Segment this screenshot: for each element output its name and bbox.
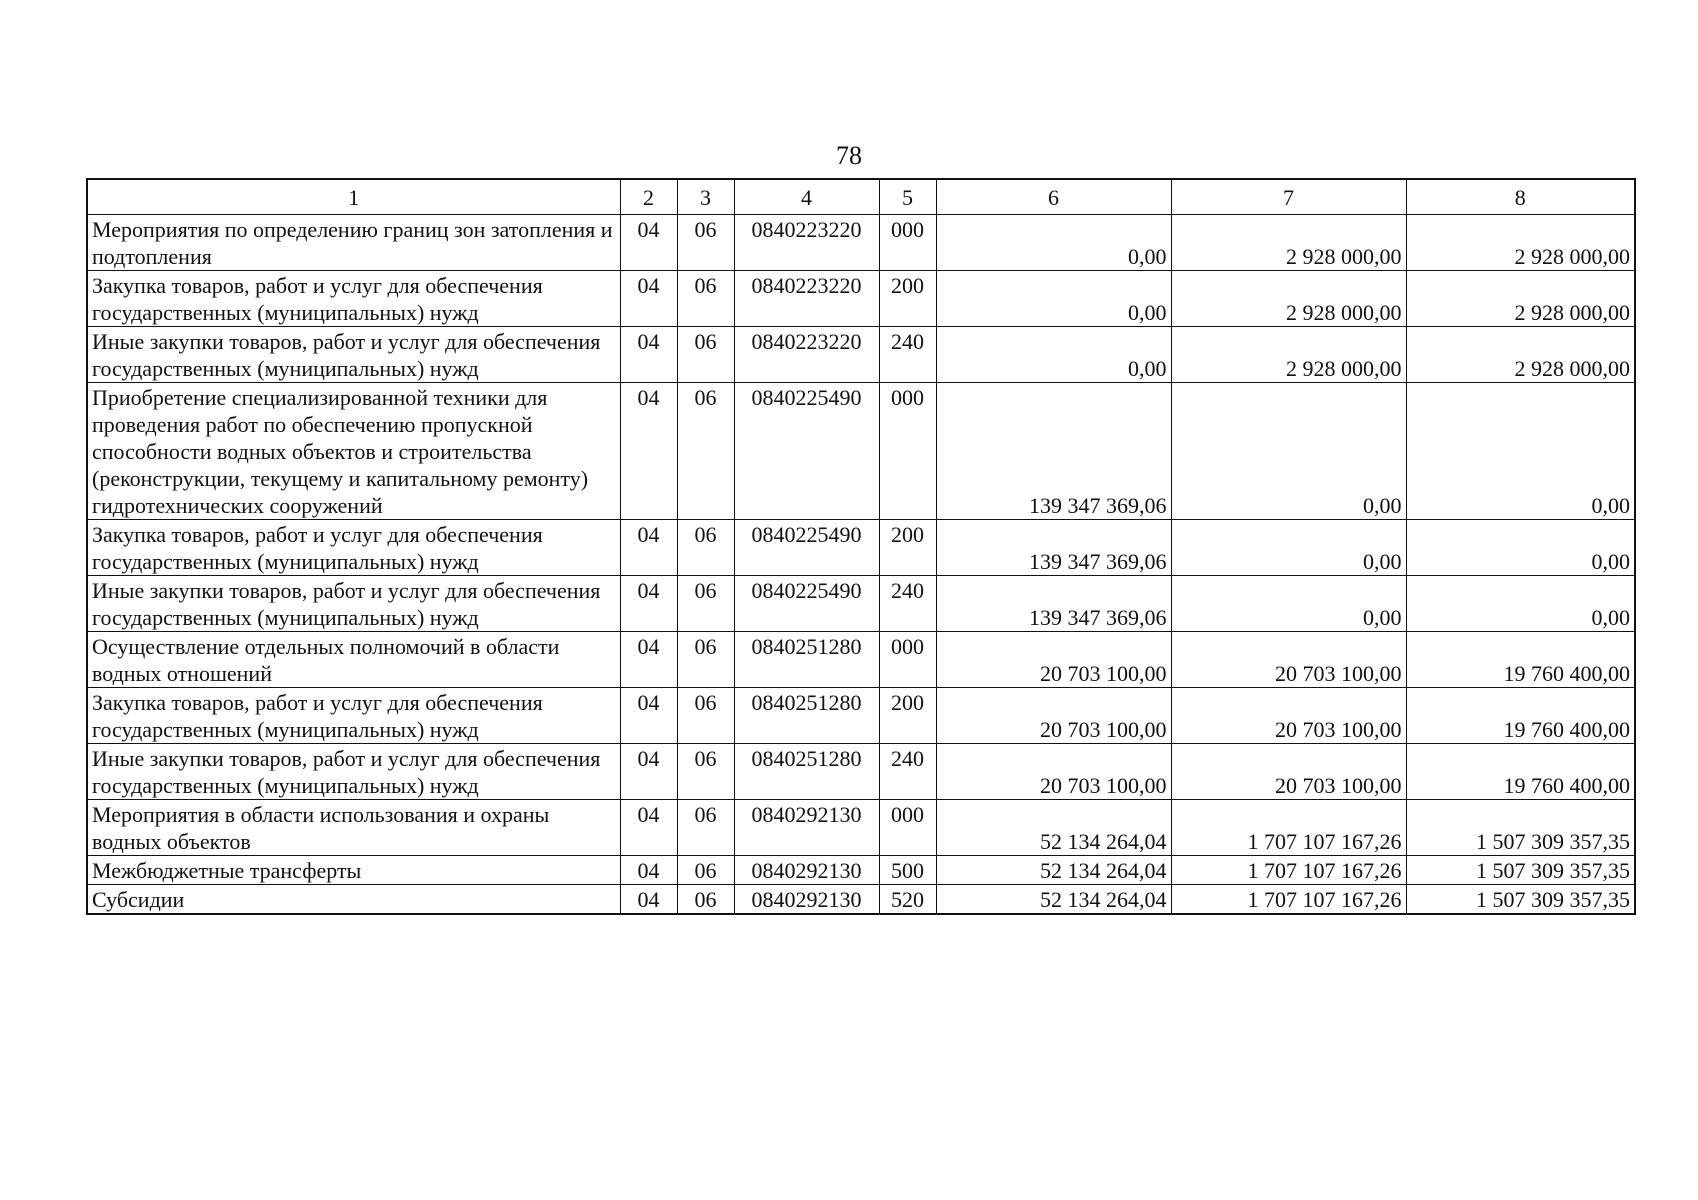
row-section: 04 (620, 856, 677, 885)
row-name: Осуществление отдельных полномочий в области водных отношений (87, 632, 620, 688)
row-amount-8: 0,00 (1406, 576, 1635, 632)
row-amount-6: 20 703 100,00 (936, 632, 1171, 688)
row-amount-8: 1 507 309 357,35 (1406, 885, 1635, 915)
row-amount-7: 0,00 (1171, 383, 1406, 520)
row-amount-7: 20 703 100,00 (1171, 688, 1406, 744)
row-amount-7: 2 928 000,00 (1171, 215, 1406, 271)
row-subsection: 06 (677, 215, 734, 271)
row-subsection: 06 (677, 383, 734, 520)
row-expense-type: 240 (879, 327, 936, 383)
row-subsection: 06 (677, 800, 734, 856)
header-cell-1: 1 (87, 179, 620, 215)
row-section: 04 (620, 688, 677, 744)
table-row (87, 856, 1635, 885)
row-section: 04 (620, 885, 677, 915)
row-expense-type: 000 (879, 632, 936, 688)
row-amount-7: 0,00 (1171, 576, 1406, 632)
row-target-code: 0840225490 (734, 576, 879, 632)
row-subsection: 06 (677, 856, 734, 885)
table-row (87, 383, 1635, 520)
row-name: Закупка товаров, работ и услуг для обеспечения государственных (муниципальных) нужд (87, 271, 620, 327)
header-cell-2: 2 (620, 179, 677, 215)
row-expense-type: 200 (879, 520, 936, 576)
row-expense-type: 500 (879, 856, 936, 885)
row-target-code: 0840223220 (734, 215, 879, 271)
row-subsection: 06 (677, 744, 734, 800)
row-target-code: 0840251280 (734, 632, 879, 688)
row-expense-type: 000 (879, 383, 936, 520)
header-cell-7: 7 (1171, 179, 1406, 215)
row-amount-7: 2 928 000,00 (1171, 327, 1406, 383)
row-amount-6: 52 134 264,04 (936, 856, 1171, 885)
row-name: Иные закупки товаров, работ и услуг для обеспечения государственных (муниципальных) нужд (87, 744, 620, 800)
row-target-code: 0840292130 (734, 800, 879, 856)
row-amount-7: 20 703 100,00 (1171, 632, 1406, 688)
row-amount-6: 139 347 369,06 (936, 520, 1171, 576)
row-target-code: 0840225490 (734, 520, 879, 576)
row-amount-7: 20 703 100,00 (1171, 744, 1406, 800)
row-amount-8: 19 760 400,00 (1406, 632, 1635, 688)
row-expense-type: 000 (879, 800, 936, 856)
row-subsection: 06 (677, 632, 734, 688)
table-row (87, 885, 1635, 915)
table-row (87, 632, 1635, 688)
row-target-code: 0840251280 (734, 688, 879, 744)
header-cell-4: 4 (734, 179, 879, 215)
page-number: 78 (836, 141, 862, 170)
header-cell-6: 6 (936, 179, 1171, 215)
row-amount-7: 1 707 107 167,26 (1171, 800, 1406, 856)
row-amount-8: 1 507 309 357,35 (1406, 800, 1635, 856)
row-target-code: 0840292130 (734, 856, 879, 885)
row-amount-8: 19 760 400,00 (1406, 744, 1635, 800)
row-amount-7: 1 707 107 167,26 (1171, 856, 1406, 885)
row-amount-6: 52 134 264,04 (936, 800, 1171, 856)
row-amount-8: 2 928 000,00 (1406, 215, 1635, 271)
row-subsection: 06 (677, 271, 734, 327)
row-amount-7: 2 928 000,00 (1171, 271, 1406, 327)
row-amount-6: 0,00 (936, 327, 1171, 383)
row-expense-type: 240 (879, 576, 936, 632)
row-subsection: 06 (677, 327, 734, 383)
row-name: Иные закупки товаров, работ и услуг для обеспечения государственных (муниципальных) нужд (87, 576, 620, 632)
row-target-code: 0840223220 (734, 271, 879, 327)
row-amount-6: 139 347 369,06 (936, 576, 1171, 632)
row-expense-type: 240 (879, 744, 936, 800)
table-row (87, 327, 1635, 383)
row-target-code: 0840251280 (734, 744, 879, 800)
row-amount-6: 20 703 100,00 (936, 688, 1171, 744)
row-target-code: 0840225490 (734, 383, 879, 520)
row-section: 04 (620, 520, 677, 576)
row-subsection: 06 (677, 576, 734, 632)
row-section: 04 (620, 215, 677, 271)
row-name: Субсидии (87, 885, 620, 915)
row-name: Закупка товаров, работ и услуг для обеспечения государственных (муниципальных) нужд (87, 520, 620, 576)
header-row (87, 179, 1635, 215)
row-amount-8: 0,00 (1406, 520, 1635, 576)
table-row (87, 800, 1635, 856)
row-expense-type: 520 (879, 885, 936, 915)
row-subsection: 06 (677, 688, 734, 744)
budget-table (86, 178, 1636, 915)
row-amount-8: 2 928 000,00 (1406, 327, 1635, 383)
row-subsection: 06 (677, 885, 734, 915)
row-amount-8: 1 507 309 357,35 (1406, 856, 1635, 885)
table-row (87, 520, 1635, 576)
row-amount-6: 0,00 (936, 215, 1171, 271)
row-name: Иные закупки товаров, работ и услуг для обеспечения государственных (муниципальных) нужд (87, 327, 620, 383)
row-target-code: 0840292130 (734, 885, 879, 915)
row-target-code: 0840223220 (734, 327, 879, 383)
row-amount-8: 2 928 000,00 (1406, 271, 1635, 327)
table-row (87, 271, 1635, 327)
row-amount-6: 20 703 100,00 (936, 744, 1171, 800)
row-section: 04 (620, 327, 677, 383)
row-name: Мероприятия по определению границ зон затопления и подтопления (87, 215, 620, 271)
row-section: 04 (620, 744, 677, 800)
row-amount-6: 0,00 (936, 271, 1171, 327)
row-name: Мероприятия в области использования и охраны водных объектов (87, 800, 620, 856)
row-amount-6: 139 347 369,06 (936, 383, 1171, 520)
row-amount-6: 52 134 264,04 (936, 885, 1171, 915)
row-amount-7: 0,00 (1171, 520, 1406, 576)
row-amount-8: 0,00 (1406, 383, 1635, 520)
row-expense-type: 200 (879, 688, 936, 744)
row-section: 04 (620, 632, 677, 688)
row-section: 04 (620, 800, 677, 856)
row-section: 04 (620, 576, 677, 632)
row-section: 04 (620, 271, 677, 327)
row-expense-type: 200 (879, 271, 936, 327)
header-cell-5: 5 (879, 179, 936, 215)
row-section: 04 (620, 383, 677, 520)
row-subsection: 06 (677, 520, 734, 576)
table-row (87, 215, 1635, 271)
header-cell-3: 3 (677, 179, 734, 215)
table-row (87, 744, 1635, 800)
row-amount-8: 19 760 400,00 (1406, 688, 1635, 744)
row-name: Закупка товаров, работ и услуг для обеспечения государственных (муниципальных) нужд (87, 688, 620, 744)
table-row (87, 576, 1635, 632)
row-amount-7: 1 707 107 167,26 (1171, 885, 1406, 915)
row-name: Приобретение специализированной техники для проведения работ по обеспечению пропускной способности водных объектов и строительства (реконструкции, текущему и капитальному ремонту) гидротехнических сооружений (87, 383, 620, 520)
table-row (87, 688, 1635, 744)
row-expense-type: 000 (879, 215, 936, 271)
row-name: Межбюджетные трансферты (87, 856, 620, 885)
header-cell-8: 8 (1406, 179, 1635, 215)
